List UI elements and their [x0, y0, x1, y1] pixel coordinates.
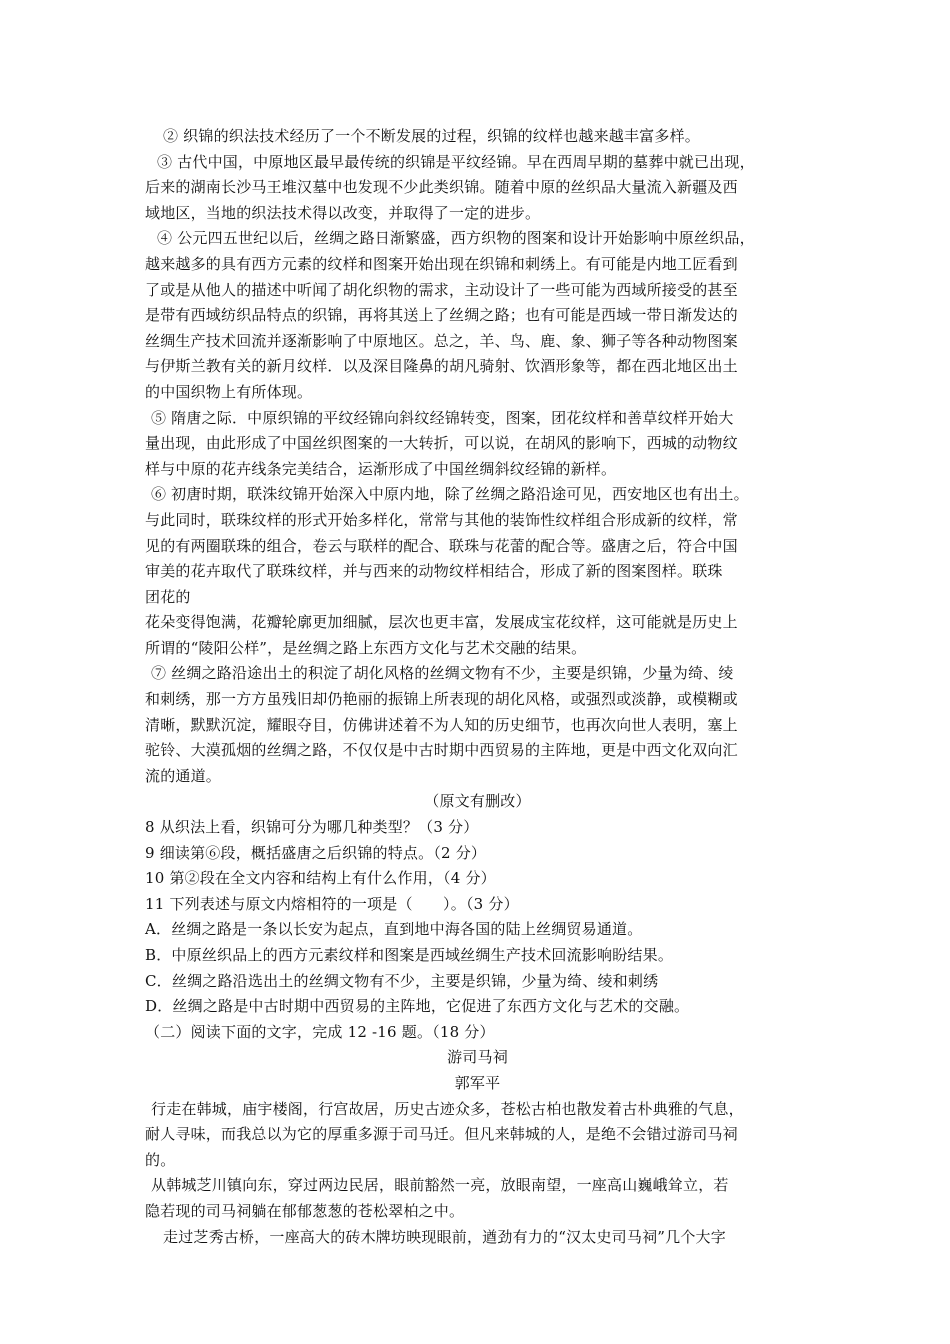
text-line: ⑦ 丝绸之路沿途出土的积淀了胡化风格的丝绸文物有不少，主要是织锦，少量为绮、绫: [151, 664, 734, 683]
text-line: 与此同时，联珠纹样的形式开始多样化，常常与其他的装饰性纹样组合形成新的纹样，常: [145, 510, 738, 529]
paragraph-7: [145, 661, 810, 789]
option-a: A．丝绸之路是一条以长安为起点，直到地中海各国的陆上丝绸贸易通道。: [145, 920, 643, 939]
question-8: 8 从织法上看，织锦可分为哪几种类型？（3 分）: [145, 818, 479, 837]
paragraph-6: [145, 482, 810, 661]
text-line: 的中国织物上有所体现。: [145, 382, 313, 401]
text-line: ② 织锦的织法技术经历了一个不断发展的过程，织锦的纹样也越来越丰富多样。: [163, 127, 700, 145]
paragraph-5: [145, 406, 810, 483]
text-line: 清晰，默默沉淀，耀眼夺目，仿佛讲述着不为人知的历史细节，也再次向世人表明，塞上: [145, 715, 738, 734]
passage-title: 游司马祠: [447, 1048, 508, 1067]
source-note: （原文有删改）: [424, 792, 531, 811]
text-line: 见的有两圈联珠的组合，卷云与联样的配合、联珠与花蕾的配合等。盛唐之后，符合中国: [145, 536, 738, 555]
paragraph-4: [145, 226, 810, 405]
paragraph-2: [145, 124, 810, 150]
option-b: B．中原丝织品上的西方元素纹样和图案是西域丝绸生产技术回流影响盼结果。: [145, 946, 674, 964]
text-line: 样与中原的花卉线条完美结合，运渐形成了中国丝绸斜纹经锦的新样。: [145, 459, 617, 478]
paragraph-3: [145, 150, 810, 227]
text-line: 驼铃、大漠孤烟的丝绸之路，不仅仅是中古时期中西贸易的主阵地，更是中西文化双向汇: [145, 741, 738, 760]
text-line: 行走在韩城，庙宇楼阁，行宫故居，历史古迹众多，苍松古柏也散发着古朴典雅的气息，: [151, 1099, 744, 1118]
text-line: 花朵变得饱满，花瓣轮廓更加细腻，层次也更丰富，发展成宝花纹样，这可能就是历史上: [145, 613, 738, 632]
text-line: 隐若现的司马祠躺在郁郁葱葱的苍松翠柏之中。: [145, 1201, 465, 1220]
text-line: 和刺绣，那一方方虽残旧却仍艳丽的振锦上所表现的胡化风格，或强烈或淡静，或模糊或: [145, 690, 738, 709]
text-line: 团花的: [145, 587, 191, 606]
text-line: 了或是从他人的描述中听闻了胡化织物的需求，主动设计了一些可能为西域所接受的甚至: [145, 280, 738, 299]
text-line: 从韩城芝川镇向东，穿过两边民居，眼前豁然一亮，放眼南望，一座高山巍峨耸立，若: [151, 1176, 729, 1195]
question-11: 11 下列表述与原文内熔相符的一项是（ ）。（3 分）: [145, 894, 519, 913]
option-d: D．丝绸之路是中古时期中西贸易的主阵地，它促进了东西方文化与艺术的交融。: [145, 997, 690, 1016]
text-line: 所谓的“陵阳公样”，是丝绸之路上东西方文化与艺术交融的结果。: [145, 638, 587, 657]
option-c: C．丝绸之路沿选出土的丝绸文物有不少，主要是织锦，少量为绮、绫和刺绣: [145, 971, 659, 990]
text-line: 丝绸生产技术回流并逐渐影响了中原地区。总之，羊、鸟、鹿、象、狮子等各种动物图案: [145, 331, 738, 350]
passage-paragraph-1: [145, 1097, 810, 1174]
passage-paragraph-3: [145, 1225, 810, 1251]
question-9: 9 细读第⑥段，概括盛唐之后织锦的特点。（2 分）: [145, 843, 487, 862]
passage-paragraph-2: [145, 1173, 810, 1224]
text-line: ⑥ 初唐时期，联洙纹锦开始深入中原内地，除了丝绸之路沿途可见，西安地区也有出土。: [151, 485, 749, 504]
text-line: 的。: [145, 1150, 176, 1169]
text-line: 量出现，由此形成了中国丝织图案的一大转折，可以说，在胡风的影响下，西城的动物纹: [145, 434, 738, 453]
question-10: 10 第②段在全文内容和结构上有什么作用，（4 分）: [145, 869, 496, 888]
text-line: ④ 公元四五世纪以后，丝绸之路日渐繁盛，西方织物的图案和设计开始影响中原丝织品，: [157, 229, 755, 248]
text-line: 审美的花卉取代了联珠纹样，并与西来的动物纹样相结合，形成了新的图案图样。联珠: [145, 562, 723, 581]
section-header: （二）阅读下面的文字，完成 12 -16 题。（18 分）: [145, 1022, 495, 1041]
question-list: [145, 815, 810, 1020]
text-line: 是带有西域纺织品特点的织锦，再将其送上了丝绸之路；也有可能是西域一带日渐发达的: [145, 306, 738, 325]
text-line: 越来越多的具有西方元素的纹样和图案开始出现在织锦和刺绣上。有可能是内地工匠看到: [145, 254, 738, 273]
passage-author: 郭军平: [454, 1073, 501, 1092]
text-line: 与伊斯兰教有关的新月纹样．以及深目隆鼻的胡凡骑射、饮酒形象等，都在西北地区出土: [145, 357, 738, 376]
text-line: 流的通道。: [145, 766, 222, 785]
document-body: [145, 124, 810, 1250]
text-line: ③ 古代中国，中原地区最早最传统的织锦是平纹经锦。早在西周早期的墓葬中就已出现，: [157, 152, 755, 171]
text-line: 走过芝秀古桥，一座高大的砖木牌坊映现眼前，遒劲有力的“汉太史司马祠”几个大字: [163, 1227, 726, 1246]
text-line: ⑤ 隋唐之际．中原织锦的平纹经锦向斜纹经锦转变，图案，团花纹样和善草纹样开始大: [151, 408, 734, 427]
text-line: 后来的湖南长沙马王堆汉墓中也发现不少此类织锦。随着中原的丝织品大量流入新疆及西: [145, 178, 738, 197]
text-line: 耐人寻味，而我总以为它的厚重多源于司马迁。但凡来韩城的人，是绝不会错过游司马祠: [145, 1125, 738, 1144]
text-line: 域地区，当地的织法技术得以改变，并取得了一定的进步。: [145, 203, 541, 222]
